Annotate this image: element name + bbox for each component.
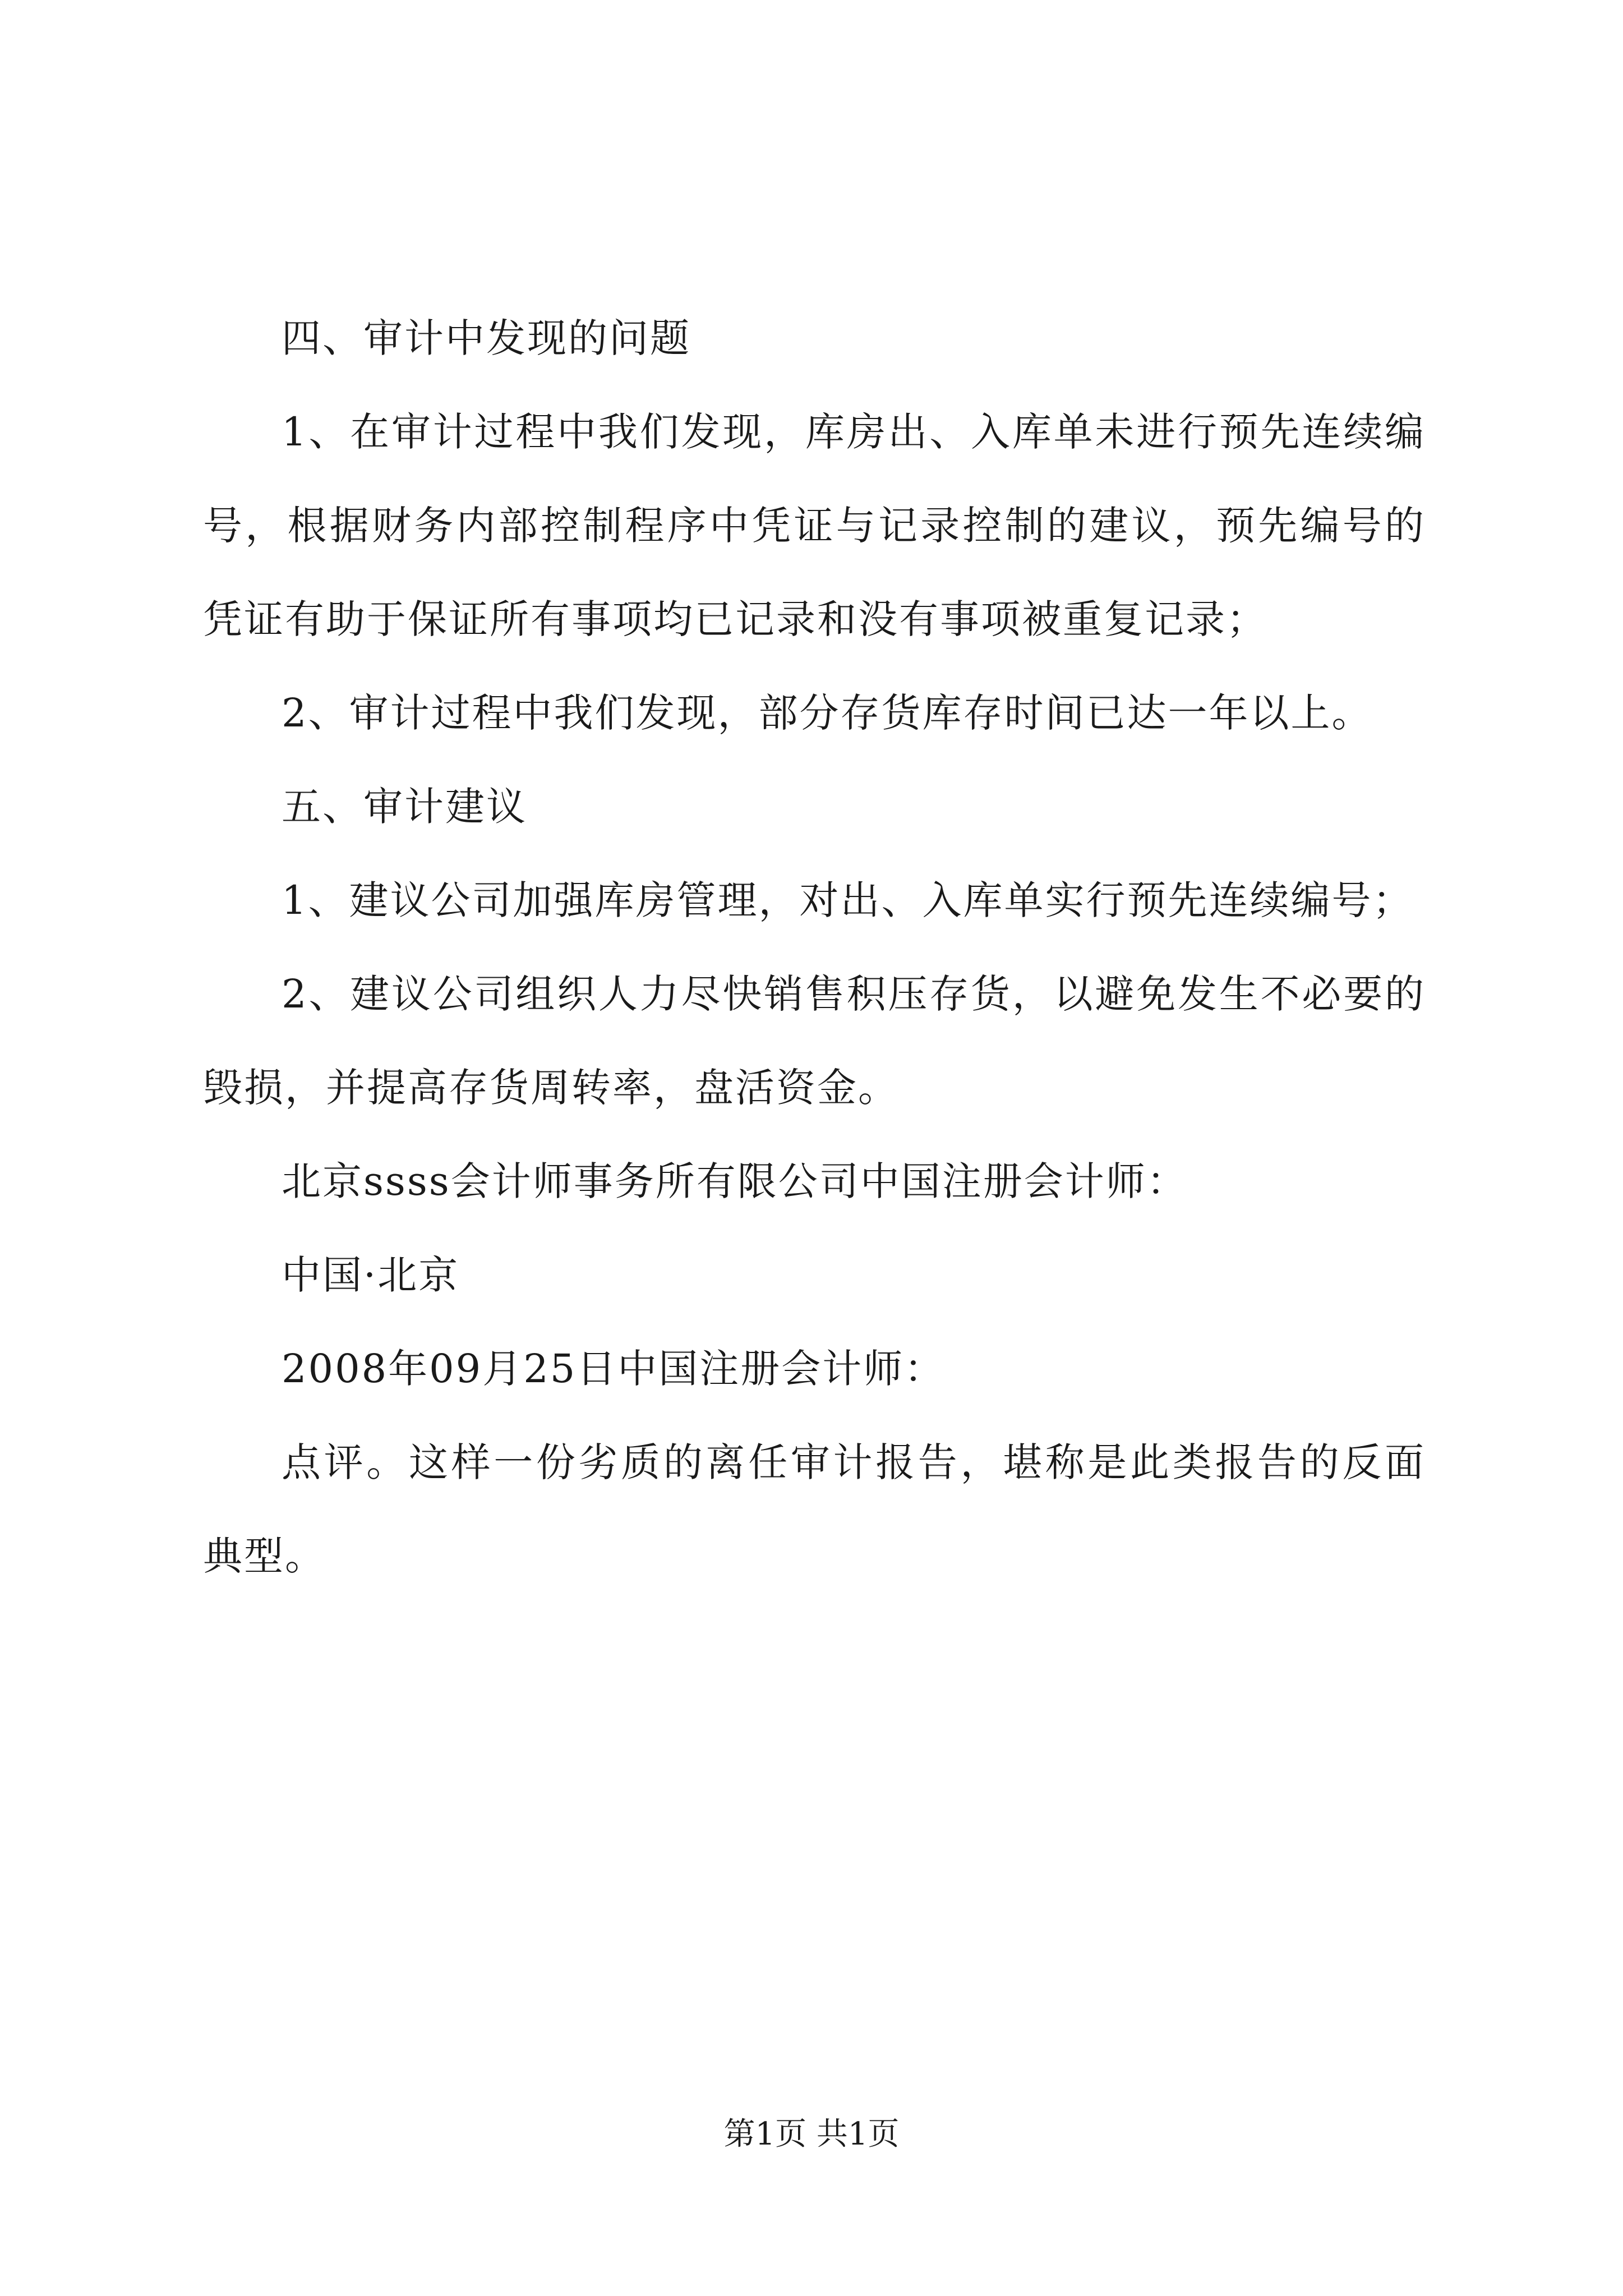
review-comment: 点评。这样一份劣质的离任审计报告，堪称是此类报告的反面典型。 <box>203 1439 1426 1579</box>
date-signature: 2008年09月25日中国注册会计师： <box>282 1346 946 1392</box>
page-footer: 第1页 共1页 <box>723 2116 900 2152</box>
location-line: 中国·北京 <box>282 1252 460 1298</box>
problem-item-1: 1、在审计过程中我们发现，库房出、入库单未进行预先连续编号，根据财务内部控制程序中凭证与记录控制的建议，预先编号的凭证有助于保证所有事项均已记录和没有事项被重复记录； <box>203 409 1426 642</box>
document-body <box>203 292 1426 1603</box>
section-heading-problems: 四、审计中发现的问题 <box>282 315 691 361</box>
section-heading-suggestions: 五、审计建议 <box>282 784 527 830</box>
suggestion-item-2: 2、建议公司组织人力尽快销售积压存货，以避免发生不必要的毁损，并提高存货周转率，盘活资金。 <box>203 971 1426 1111</box>
suggestion-item-1: 1、建议公司加强库房管理，对出、入库单实行预先连续编号； <box>282 877 1414 923</box>
firm-signature: 北京ssss会计师事务所有限公司中国注册会计师： <box>282 1158 1188 1204</box>
problem-item-2: 2、审计过程中我们发现，部分存货库存时间已达一年以上。 <box>282 690 1373 736</box>
